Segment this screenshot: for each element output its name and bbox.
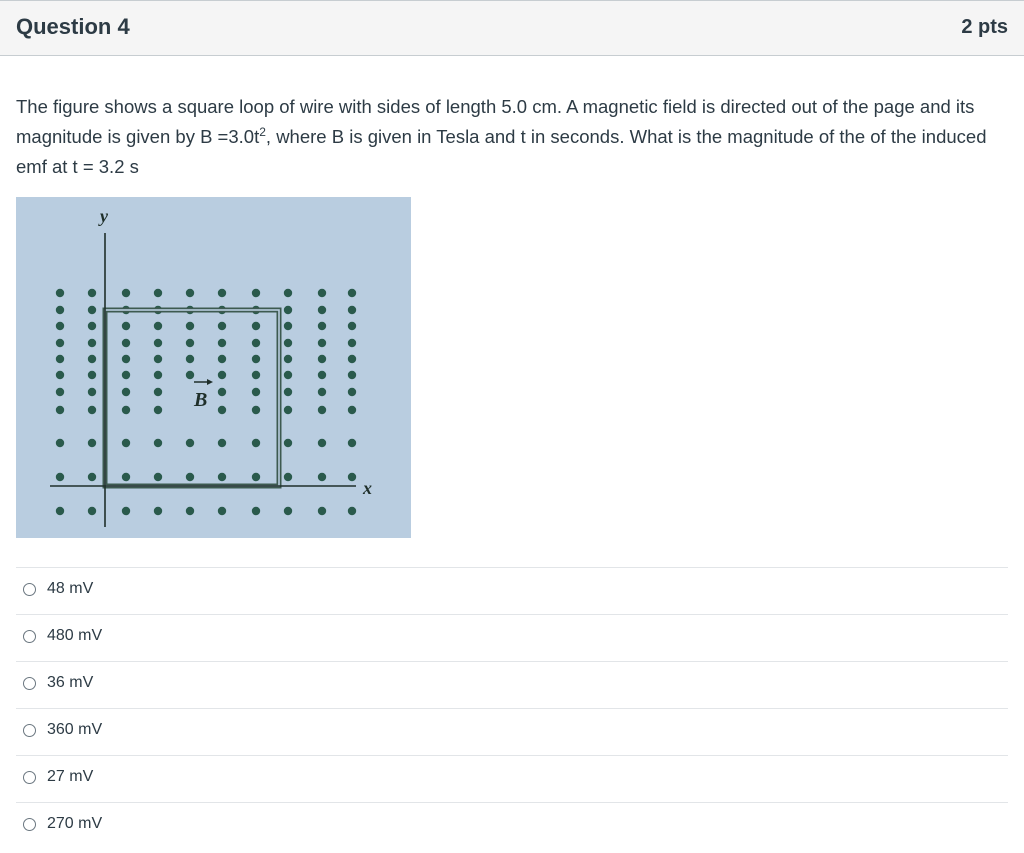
question-points: 2 pts xyxy=(961,16,1008,38)
field-dot xyxy=(186,355,194,363)
field-dot xyxy=(284,371,292,379)
field-dot xyxy=(122,289,130,297)
field-dot xyxy=(348,355,356,363)
field-dot xyxy=(122,388,130,396)
field-dot xyxy=(186,473,194,481)
field-dot xyxy=(56,322,64,330)
field-dot xyxy=(284,439,292,447)
field-dot xyxy=(88,289,96,297)
field-dot xyxy=(56,507,64,515)
figure-image xyxy=(16,197,411,538)
field-dot xyxy=(122,339,130,347)
question-header xyxy=(0,0,1024,56)
field-dot xyxy=(56,473,64,481)
field-dot xyxy=(154,388,162,396)
field-dot xyxy=(284,388,292,396)
field-dot xyxy=(88,507,96,515)
answer-option[interactable] xyxy=(16,567,1008,613)
field-dot xyxy=(154,439,162,447)
field-dot xyxy=(56,406,64,414)
field-dot xyxy=(154,289,162,297)
field-dot xyxy=(154,355,162,363)
field-dot xyxy=(318,355,326,363)
field-dot xyxy=(88,355,96,363)
field-dot xyxy=(348,289,356,297)
field-label: B xyxy=(194,389,208,411)
field-dot xyxy=(252,355,260,363)
field-dot xyxy=(318,439,326,447)
field-dot xyxy=(348,339,356,347)
field-dot xyxy=(318,371,326,379)
field-dot xyxy=(284,406,292,414)
radio-button[interactable] xyxy=(23,677,36,690)
y-axis-label: y xyxy=(100,206,108,226)
field-dot xyxy=(284,322,292,330)
field-dot xyxy=(252,507,260,515)
field-dot xyxy=(218,322,226,330)
answer-label: 480 mV xyxy=(47,627,103,644)
answer-option[interactable] xyxy=(16,708,1008,754)
question-text-end: , where B is given in Tesla and t in seconds. What is the magnitude of the of the induced emf at t = 3.2 s xyxy=(16,126,987,177)
answer-option[interactable] xyxy=(16,661,1008,707)
field-dot xyxy=(218,339,226,347)
field-dot xyxy=(186,439,194,447)
field-dot xyxy=(284,507,292,515)
field-dot xyxy=(252,388,260,396)
field-dot xyxy=(122,371,130,379)
field-dot xyxy=(284,306,292,314)
field-dot xyxy=(122,439,130,447)
field-dot xyxy=(252,371,260,379)
field-dot xyxy=(88,388,96,396)
answer-label: 36 mV xyxy=(47,674,94,691)
field-dot xyxy=(218,507,226,515)
field-dot xyxy=(186,289,194,297)
field-dot xyxy=(218,473,226,481)
field-dot xyxy=(122,322,130,330)
field-dot xyxy=(348,439,356,447)
field-dot xyxy=(154,322,162,330)
answer-label: 360 mV xyxy=(47,721,103,738)
field-dot xyxy=(122,406,130,414)
field-dot xyxy=(318,388,326,396)
radio-button[interactable] xyxy=(23,583,36,596)
field-dot xyxy=(56,339,64,347)
field-dot xyxy=(218,371,226,379)
question-text xyxy=(16,92,1011,182)
field-dot xyxy=(154,406,162,414)
field-dot xyxy=(122,507,130,515)
field-dot xyxy=(186,339,194,347)
field-dot xyxy=(154,339,162,347)
field-dot xyxy=(218,289,226,297)
field-dot xyxy=(88,322,96,330)
field-dot xyxy=(348,371,356,379)
answer-label: 270 mV xyxy=(47,815,103,832)
x-axis-label: x xyxy=(363,478,372,498)
field-dot xyxy=(348,406,356,414)
field-dot xyxy=(154,507,162,515)
field-dot xyxy=(218,388,226,396)
radio-button[interactable] xyxy=(23,630,36,643)
field-dot xyxy=(348,507,356,515)
field-dot xyxy=(348,306,356,314)
field-dot xyxy=(348,388,356,396)
field-dot xyxy=(56,306,64,314)
answer-label: 27 mV xyxy=(47,768,94,785)
field-dot xyxy=(348,473,356,481)
field-dot xyxy=(318,306,326,314)
field-dot xyxy=(218,355,226,363)
field-dot xyxy=(122,355,130,363)
field-dot xyxy=(284,355,292,363)
field-dot xyxy=(318,322,326,330)
field-dot xyxy=(318,289,326,297)
field-dot xyxy=(252,406,260,414)
field-dot xyxy=(284,339,292,347)
question-title: Question 4 xyxy=(16,14,130,39)
field-dot xyxy=(252,339,260,347)
answer-option[interactable] xyxy=(16,802,1008,848)
answer-list xyxy=(16,567,1008,849)
field-dot xyxy=(218,439,226,447)
field-dot xyxy=(252,322,260,330)
field-dot xyxy=(88,371,96,379)
field-dot xyxy=(252,439,260,447)
field-dot xyxy=(318,473,326,481)
field-dot xyxy=(318,406,326,414)
field-dot xyxy=(348,322,356,330)
answer-label: 48 mV xyxy=(47,580,94,597)
field-dot xyxy=(56,439,64,447)
field-dot xyxy=(284,289,292,297)
field-dot xyxy=(252,289,260,297)
field-dot xyxy=(186,371,194,379)
field-dot xyxy=(186,507,194,515)
field-dot xyxy=(318,507,326,515)
field-dot xyxy=(154,473,162,481)
field-dot xyxy=(88,473,96,481)
radio-button[interactable] xyxy=(23,724,36,737)
field-dot xyxy=(154,371,162,379)
field-dot xyxy=(56,388,64,396)
field-dot xyxy=(88,339,96,347)
field-dot xyxy=(88,439,96,447)
field-dot xyxy=(56,371,64,379)
field-dot xyxy=(122,473,130,481)
field-dot xyxy=(56,355,64,363)
field-dot xyxy=(88,406,96,414)
answer-option[interactable] xyxy=(16,755,1008,801)
field-dot xyxy=(218,406,226,414)
radio-button[interactable] xyxy=(23,771,36,784)
question-text-exponent: 2 xyxy=(259,124,266,139)
field-dot xyxy=(56,289,64,297)
magnetic-loop-figure xyxy=(16,197,411,538)
question-text-main: The figure shows a square loop of wire with sides of length 5.0 cm. A magnetic field is directed out of the page and its magnitude is given by B =3.0t xyxy=(16,96,975,147)
field-dot xyxy=(318,339,326,347)
field-dot xyxy=(186,322,194,330)
field-dot xyxy=(284,473,292,481)
answer-option[interactable] xyxy=(16,614,1008,660)
radio-button[interactable] xyxy=(23,818,36,831)
field-dot xyxy=(252,473,260,481)
field-dot xyxy=(88,306,96,314)
